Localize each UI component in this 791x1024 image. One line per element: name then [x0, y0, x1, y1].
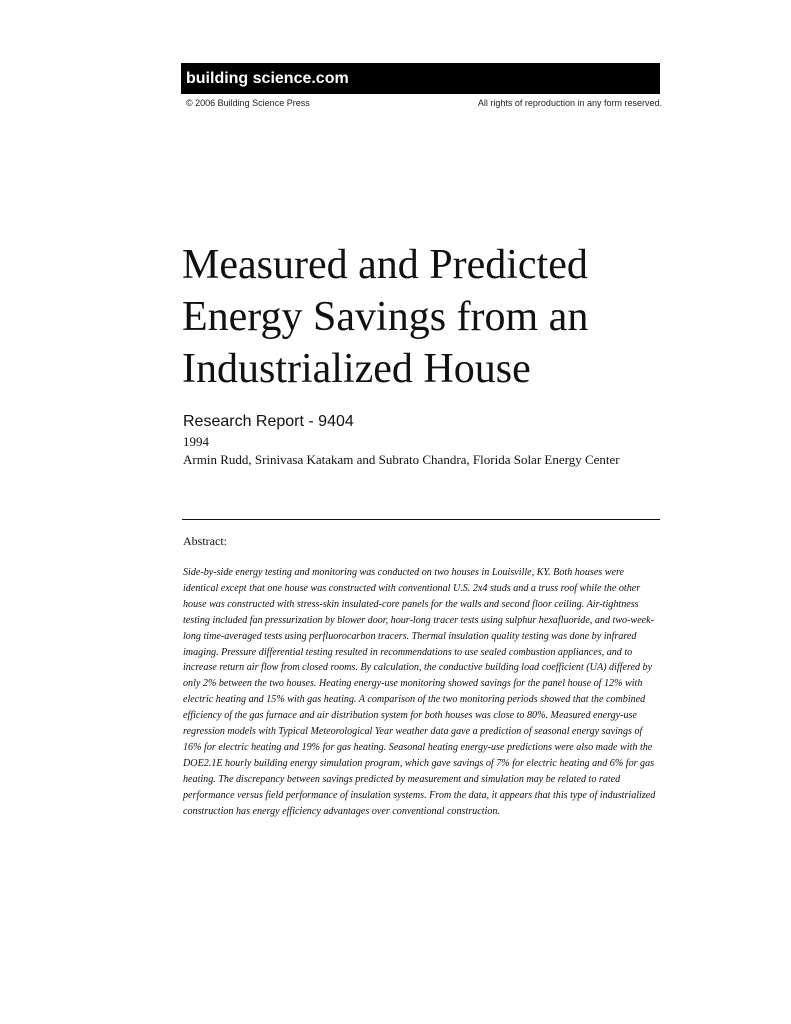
abstract-heading: Abstract:: [183, 534, 227, 548]
publication-year: 1994: [183, 434, 209, 449]
copyright-row: [186, 97, 662, 109]
site-header-bar: [181, 63, 660, 94]
copyright-notice: © 2006 Building Science Press: [186, 98, 310, 108]
section-divider: [182, 519, 660, 520]
authors: Armin Rudd, Srinivasa Katakam and Subrato Chandra, Florida Solar Energy Center: [183, 452, 620, 467]
rights-notice: All rights of reproduction in any form reserved.: [477, 98, 662, 108]
abstract-body: Side-by-side energy testing and monitoring was conducted on two houses in Louisville, KY. Both houses were identical except that one house was constructed with conventional U.S. 2x4 studs and a truss roof while the other house was constructed with stress-skin insulated-core panels for the walls and second floor ceiling. Air-tightness testing included fan pressurization by blower door, hour-long tracer tests using sulphur hexafluoride, and two-week-long time-averaged tests using perfluorocarbon tracers. Thermal insulation quality testing was done by infrared imaging. Pressure differential testing resulted in recommendations to use sealed combustion appliances, and to increase return air flow from closed rooms. By calculation, the conductive building load coefficient (UA) differed by only 2% between the two houses. Heating energy-use monitoring showed savings for the panel house of 12% with electric heating and 15% with gas heating. A comparison of the two monitoring periods showed that the combined efficiency of the gas furnace and air distribution system for both houses was close to 80%. Measured energy-use regression models with Typical Meteorological Year weather data gave a prediction of seasonal energy savings of 16% for electric heating and 19% for gas heating. Seasonal heating energy-use predictions were also made with the DOE2.1E hourly building energy simulation program, which gave savings of 7% for electric heating and 6% for gas heating. The discrepancy between savings predicted by measurement and simulation may be related to rated performance versus field performance of insulation systems. From the data, it appears that this type of industrialized construction has energy efficiency advantages over conventional construction.: [183, 567, 656, 817]
site-name: building science.com: [186, 70, 349, 87]
document-title: Measured and Predicted Energy Savings from an Industrialized House: [182, 242, 589, 392]
report-number: Research Report - 9404: [183, 413, 354, 430]
